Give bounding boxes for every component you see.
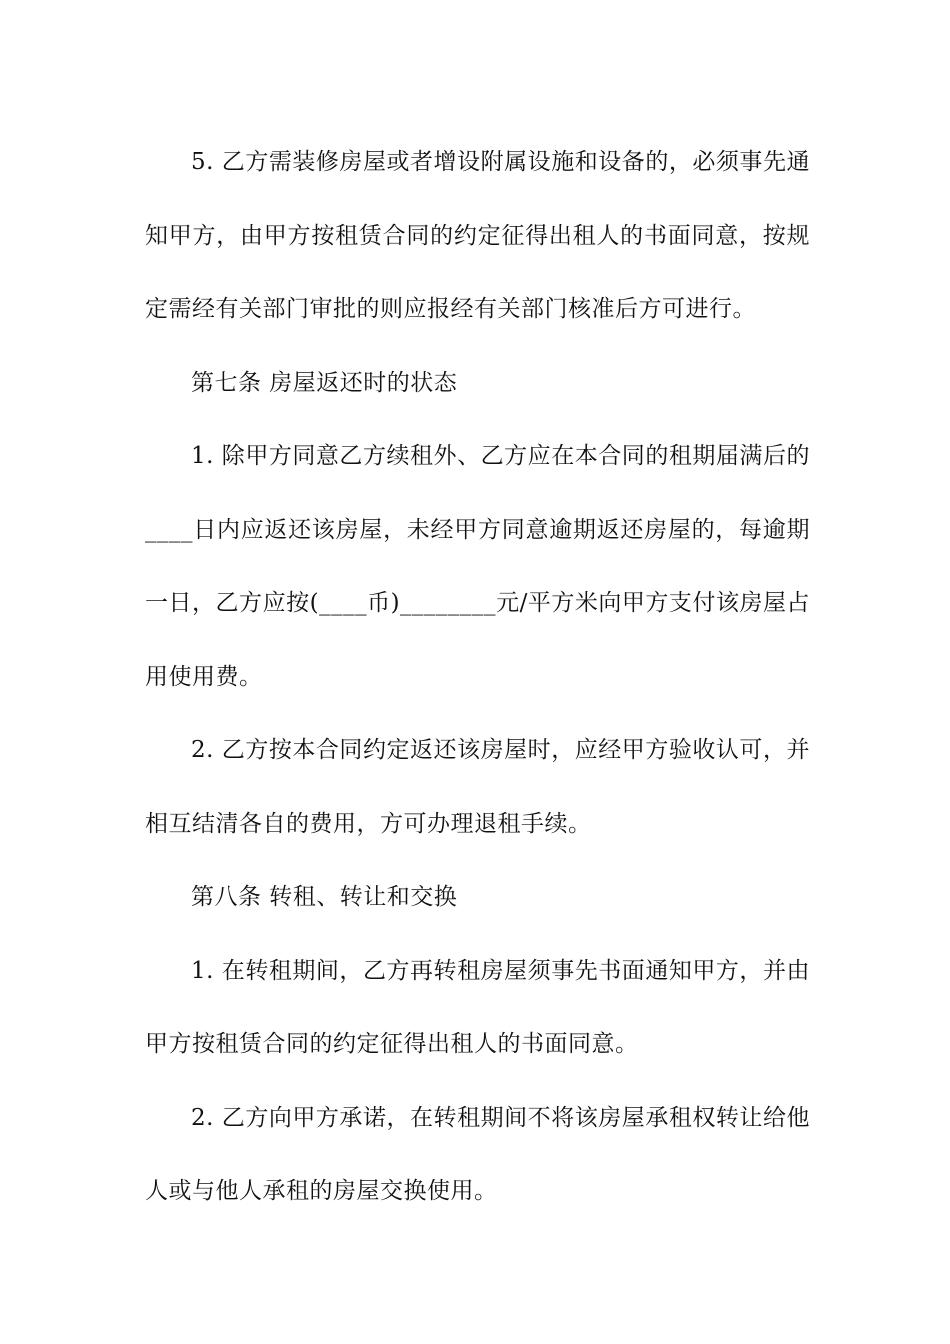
clause-8-item-2: 2. 乙方向甲方承诺，在转租期间不将该房屋承租权转让给他人或与他人承租的房屋交换使用。 [145, 1104, 810, 1204]
clause-7-item-1: 1. 除甲方同意乙方续租外、乙方应在本合同的租期届满后的____日内应返还该房屋，未经甲方同意逾期返还房屋的，每逾期一日，乙方应按(____币)________元/平方米向甲方支付该房屋占用使用费。 [145, 443, 810, 690]
document-body [145, 126, 810, 1229]
clause-6-item-5: 5. 乙方需装修房屋或者增设附属设施和设备的，必须事先通知甲方，由甲方按租赁合同的约定征得出租人的书面同意，按规定需经有关部门审批的则应报经有关部门核准后方可进行。 [145, 149, 810, 322]
clause-7-item-2: 2. 乙方按本合同约定返还该房屋时，应经甲方验收认可，并相互结清各自的费用，方可办理退租手续。 [145, 737, 810, 837]
clause-8-item-1: 1. 在转租期间，乙方再转租房屋须事先书面通知甲方，并由甲方按租赁合同的约定征得出租人的书面同意。 [145, 957, 810, 1057]
article-7-heading: 第七条 房屋返还时的状态 [191, 369, 458, 396]
article-8-heading: 第八条 转租、转让和交换 [191, 884, 458, 910]
